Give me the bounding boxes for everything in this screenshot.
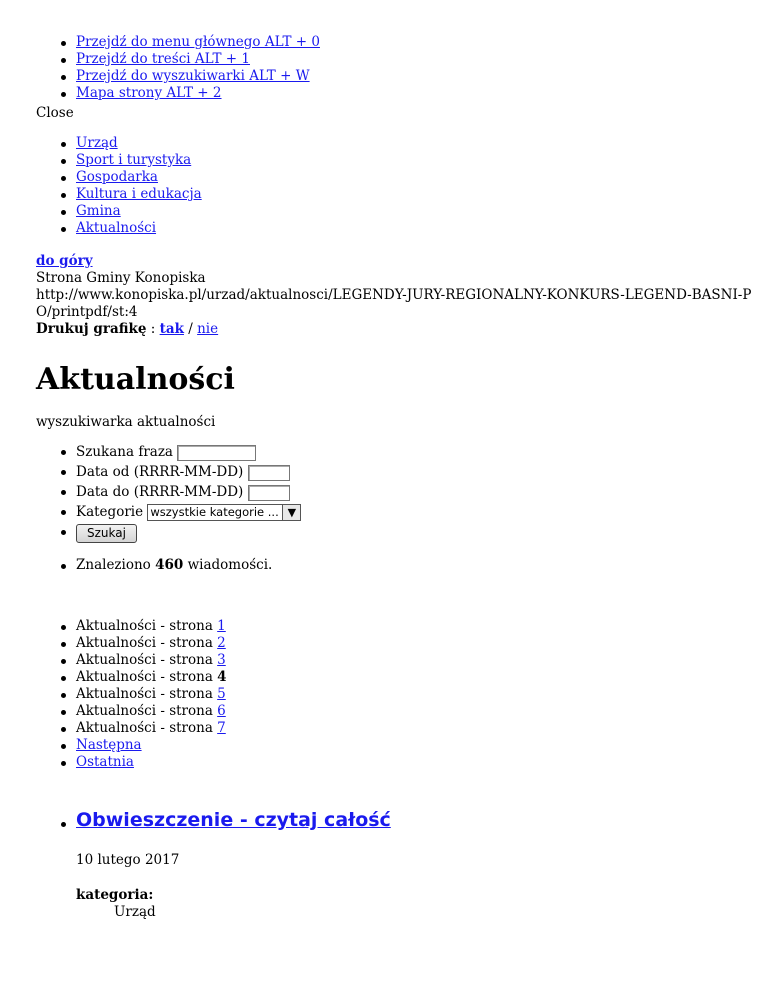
main-menu-item [76,203,768,220]
page-link-1[interactable]: 1 [217,618,226,634]
skip-link-item [76,51,768,68]
results-suffix: wiadomości. [187,557,273,573]
pagination-item [76,703,768,720]
pagination-label: Aktualności - strona [76,703,213,719]
menu-link-kultura[interactable]: Kultura i edukacja [76,186,202,202]
search-field-date-to [76,483,768,503]
category-label: Kategorie [76,504,144,520]
menu-link-aktualnosci[interactable]: Aktualności [76,220,157,236]
date-from-label: Data od (RRRR-MM-DD) [76,464,244,480]
print-slash: / [188,321,193,337]
news-category-value: Urząd [114,904,156,920]
skip-link-item [76,34,768,51]
page-title: Aktualności [36,362,235,397]
main-menu [36,135,768,237]
search-field-phrase [76,443,768,463]
skip-link-item [76,85,768,102]
current-page: 4 [217,669,227,685]
pagination-item [76,754,768,771]
phrase-label: Szukana fraza [76,444,173,460]
pagination-item [76,652,768,669]
to-top-link[interactable]: do góry [36,253,93,269]
skip-to-content-link[interactable]: Przejdź do treści ALT + 1 [76,51,250,67]
search-field-category [76,503,768,523]
category-select[interactable] [147,504,301,521]
news-title-link[interactable]: Obwieszczenie - czytaj całość [76,809,391,831]
site-name: Strona Gminy Konopiska [36,270,206,286]
search-form [36,443,768,543]
pagination-item [76,635,768,652]
skip-links [36,34,768,102]
print-no-link[interactable]: nie [197,321,219,337]
pagination [36,618,768,771]
close-label[interactable]: Close [36,105,74,121]
dropdown-arrow-icon: ▼ [282,505,300,520]
pagination-label: Aktualności - strona [76,720,213,736]
skip-to-menu-link[interactable]: Przejdź do menu głównego ALT + 0 [76,34,320,50]
search-button[interactable]: Szukaj [76,524,137,543]
date-to-input[interactable] [248,485,290,501]
menu-link-sport[interactable]: Sport i turystyka [76,152,192,168]
news-category [76,887,768,921]
news-item [76,808,768,921]
pagination-item [76,669,768,686]
pagination-item [76,720,768,737]
results-summary [36,557,768,574]
results-line [76,557,768,574]
page-link-7[interactable]: 7 [217,720,226,736]
search-field-date-from [76,463,768,483]
main-menu-item [76,135,768,152]
menu-link-gmina[interactable]: Gmina [76,203,121,219]
main-menu-item [76,169,768,186]
print-colon: : [150,321,156,337]
next-page-link[interactable]: Następna [76,737,142,753]
main-menu-item [76,186,768,203]
pagination-label: Aktualności - strona [76,618,213,634]
pagination-label: Aktualności - strona [76,635,213,651]
main-menu-item [76,220,768,237]
news-title [76,808,768,832]
date-to-label: Data do (RRRR-MM-DD) [76,484,244,500]
main-menu-item [76,152,768,169]
category-select-value: wszystkie kategorie ... [150,505,279,519]
search-title: wyszukiwarka aktualności [36,414,216,430]
page-url: http://www.konopiska.pl/urzad/aktualnosci/LEGENDY-JURY-REGIONALNY-KONKURS-LEGEND-BASNI-PO/printpdf/st:4 [36,287,752,320]
results-prefix: Znaleziono [76,557,151,573]
page-link-6[interactable]: 6 [217,703,226,719]
page-link-5[interactable]: 5 [217,686,226,702]
search-field-submit [76,523,768,543]
page-link-3[interactable]: 3 [217,652,226,668]
print-yes-link[interactable]: tak [159,321,184,337]
skip-to-search-link[interactable]: Przejdź do wyszukiwarki ALT + W [76,68,310,84]
pagination-label: Aktualności - strona [76,652,213,668]
menu-link-urzad[interactable]: Urząd [76,135,118,151]
news-list [36,808,768,921]
pagination-label: Aktualności - strona [76,669,213,685]
pagination-item [76,618,768,635]
results-count: 460 [155,557,184,573]
print-graphics-label: Drukuj grafikę [36,321,147,337]
menu-link-gospodarka[interactable]: Gospodarka [76,169,158,185]
page-link-2[interactable]: 2 [217,635,226,651]
date-from-input[interactable] [248,465,290,481]
phrase-input[interactable] [177,445,256,461]
print-graphics-line [36,321,768,338]
news-date: 10 lutego 2017 [76,852,180,868]
pagination-label: Aktualności - strona [76,686,213,702]
news-category-label: kategoria: [76,887,154,903]
skip-link-item [76,68,768,85]
last-page-link[interactable]: Ostatnia [76,754,134,770]
sitemap-link[interactable]: Mapa strony ALT + 2 [76,85,222,101]
pagination-item [76,686,768,703]
pagination-item [76,737,768,754]
